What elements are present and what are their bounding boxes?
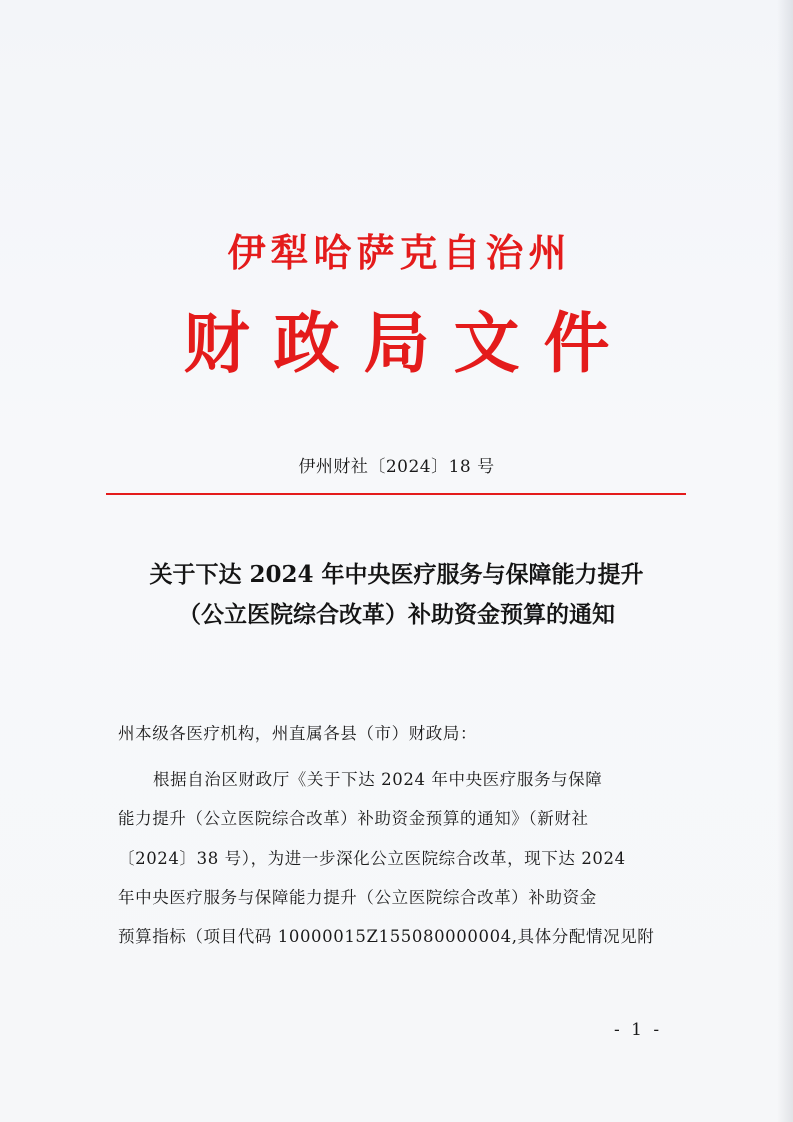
body-line: 预算指标（项目代码 10000015Z155080000004,具体分配情况见附 <box>118 927 655 946</box>
notice-title-line-1: 关于下达 2024 年中央医疗服务与保障能力提升 <box>149 561 644 588</box>
issuer-name: 伊犁哈萨克自治州 <box>227 230 572 275</box>
page-number: - 1 - <box>614 1020 663 1040</box>
notice-title-line-2: （公立医院综合改革）补助资金预算的通知 <box>178 601 615 628</box>
body-line: 〔2024〕38 号），为进一步深化公立医院综合改革，现下达 2024 <box>118 849 626 868</box>
body-line: 根据自治区财政厅《关于下达 2024 年中央医疗服务与保障 <box>153 770 603 789</box>
document-type-heading: 财政局文件 <box>183 304 634 382</box>
body-line: 年中央医疗服务与保障能力提升（公立医院综合改革）补助资金 <box>118 888 597 907</box>
document-number: 伊州财社〔2024〕18 号 <box>298 457 495 477</box>
red-header-rule <box>106 493 686 495</box>
body-line: 能力提升（公立医院综合改革）补助资金预算的通知》（新财社 <box>118 809 589 828</box>
salutation: 州本级各医疗机构，州直属各县（市）财政局： <box>118 724 478 743</box>
